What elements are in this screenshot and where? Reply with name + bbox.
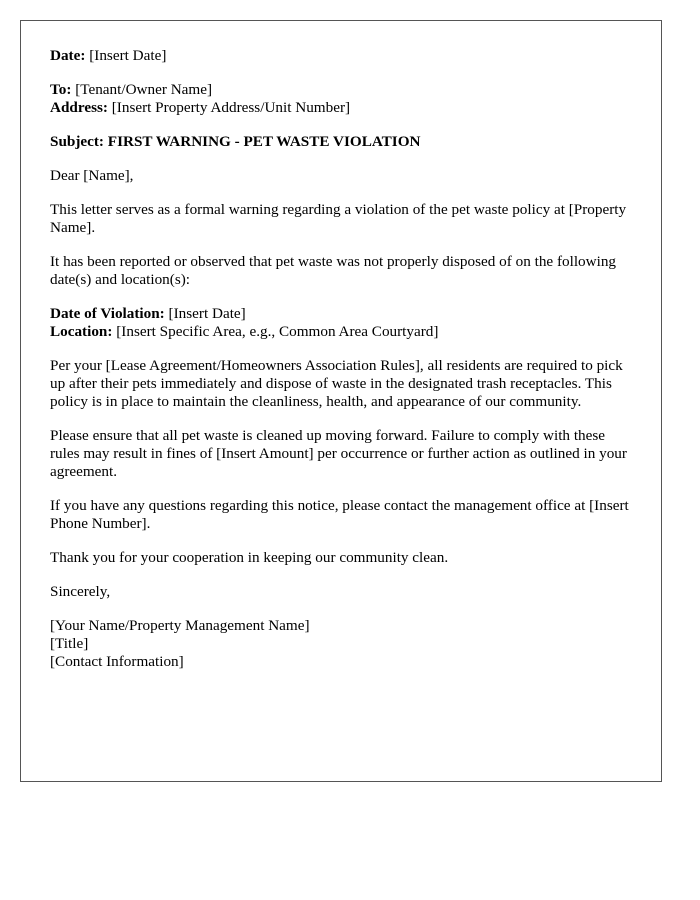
sign-off: Sincerely, [50, 583, 111, 600]
subject-label: Subject: [50, 133, 104, 150]
violation-details [50, 305, 630, 341]
signature-block [50, 617, 630, 671]
address-line [50, 99, 630, 117]
date-value: [Insert Date] [89, 47, 167, 64]
sender-name: [Your Name/Property Management Name] [50, 617, 310, 634]
location-value: [Insert Specific Area, e.g., Common Area Courtyard] [116, 323, 439, 340]
violation-date-label: Date of Violation: [50, 305, 165, 322]
address-label: Address: [50, 99, 108, 116]
violation-date-line [50, 305, 630, 323]
violation-date-value: [Insert Date] [168, 305, 246, 322]
letter-body [50, 47, 630, 687]
salutation: Dear [Name], [50, 167, 134, 184]
subject-value: FIRST WARNING - PET WASTE VIOLATION [107, 133, 421, 150]
paragraph-contact: If you have any questions regarding this notice, please contact the management office at [Insert Phone Number]. [50, 497, 629, 532]
location-line [50, 323, 630, 341]
subject-line [50, 133, 630, 151]
sender-title: [Title] [50, 635, 89, 652]
to-value: [Tenant/Owner Name] [75, 81, 213, 98]
address-value: [Insert Property Address/Unit Number] [111, 99, 351, 116]
to-line [50, 81, 630, 99]
location-label: Location: [50, 323, 113, 340]
paragraph-policy: Per your [Lease Agreement/Homeowners Association Rules], all residents are required to pick up after their pets immediately and dispose of waste in the designated trash receptacles. This policy is in place to maintain the cleanliness, health, and appearance of our community. [50, 357, 623, 410]
paragraph-report: It has been reported or observed that pet waste was not properly disposed of on the following date(s) and location(s): [50, 253, 617, 288]
paragraph-thanks: Thank you for your cooperation in keeping our community clean. [50, 549, 449, 566]
recipient-block [50, 81, 630, 117]
letter-page [20, 20, 662, 782]
sender-contact: [Contact Information] [50, 653, 184, 670]
date-label: Date: [50, 47, 86, 64]
paragraph-intro: This letter serves as a formal warning regarding a violation of the pet waste policy at [Property Name]. [50, 201, 627, 236]
date-line [50, 47, 630, 65]
paragraph-compliance: Please ensure that all pet waste is cleaned up moving forward. Failure to comply with these rules may result in fines of [Insert Amount] per occurrence or further action as outlined in your agreement. [50, 427, 627, 480]
to-label: To: [50, 81, 72, 98]
